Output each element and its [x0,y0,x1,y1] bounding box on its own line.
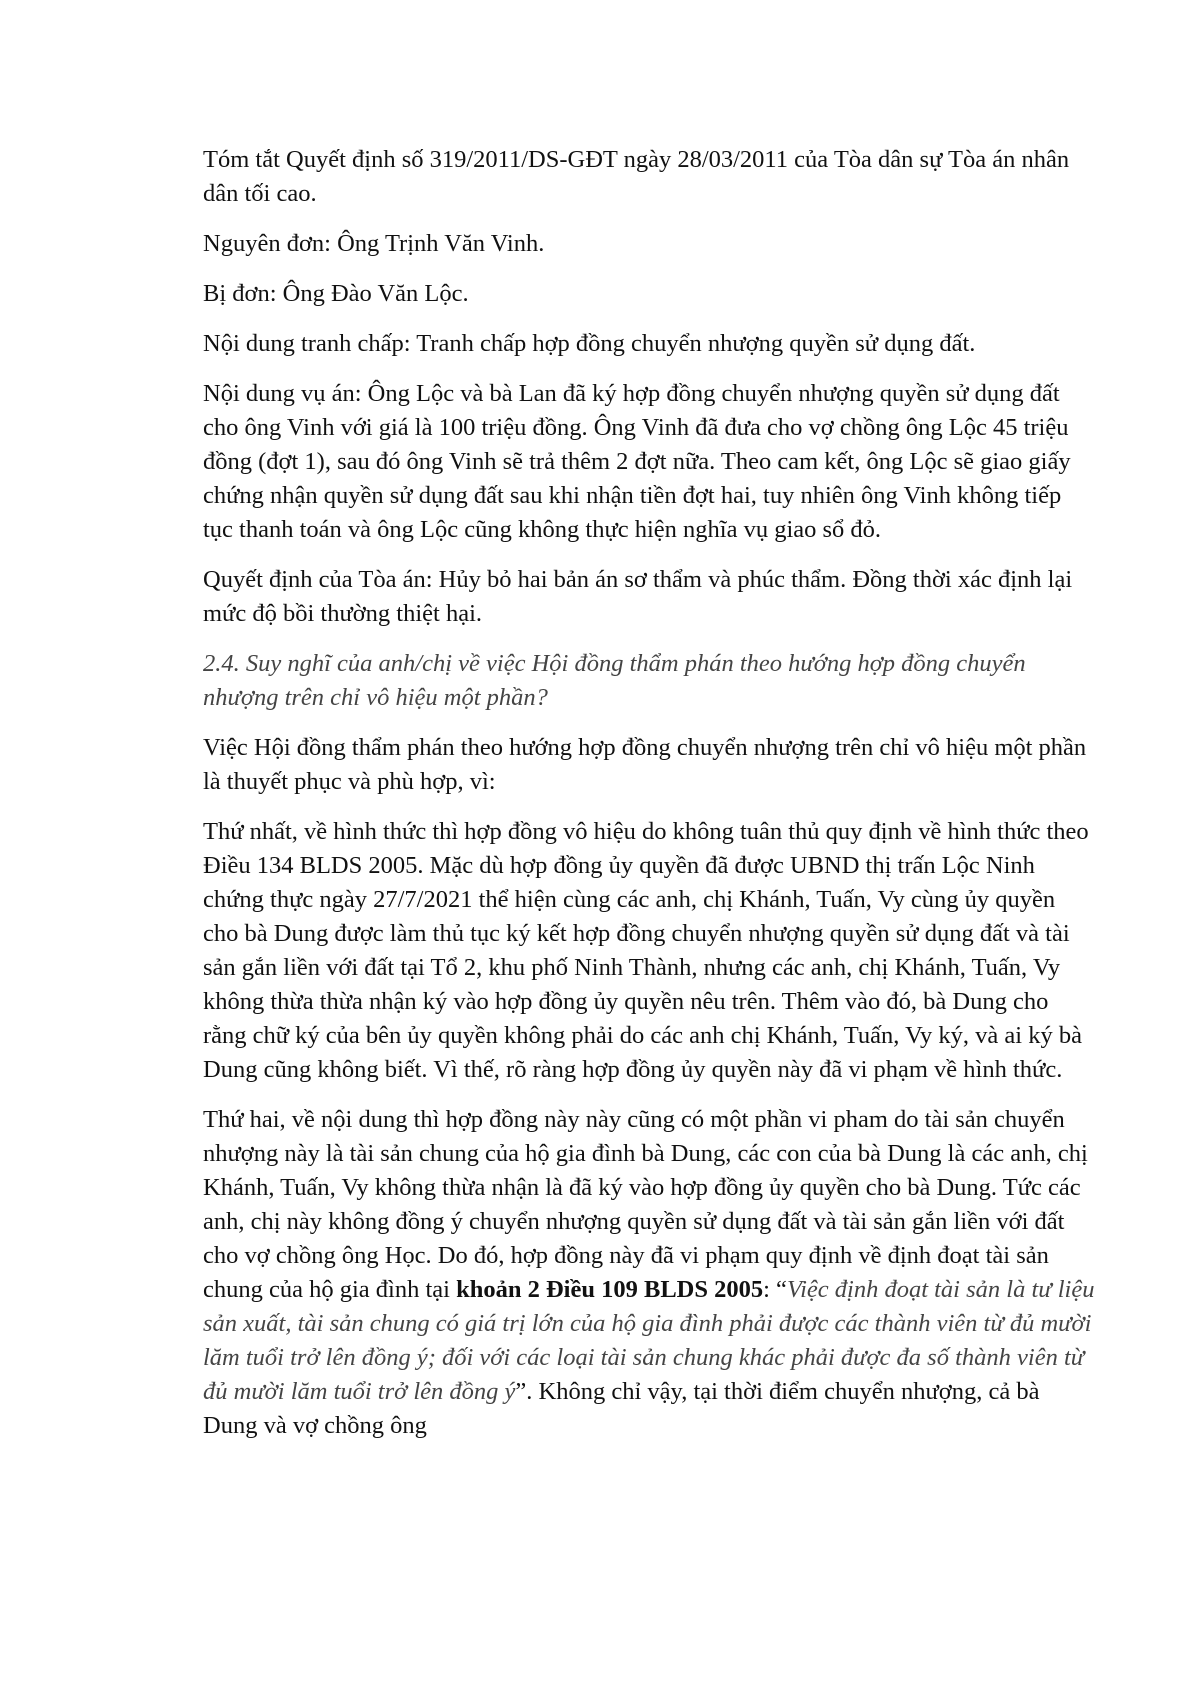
law-quote: Việc định đoạt tài sản là tư liệu sản xuất, tài sản chung có giá trị lớn của hộ gia đình phải được các thành viên từ đủ mười lăm tuổi trở lên đồng ý; đối với các loại tài sản chung khác phải được đa số thành viên từ đủ mười lăm tuổi trở lên đồng ý [203,1276,1095,1405]
law-reference: khoản 2 Điều 109 BLDS 2005 [456,1276,764,1303]
quote-open: : “ [763,1276,787,1303]
dispute-content: Nội dung tranh chấp: Tranh chấp hợp đồng chuyển nhượng quyền sử dụng đất. [203,330,976,357]
defendant-line: Bị đơn: Ông Đào Văn Lộc. [203,280,469,307]
question-heading: 2.4. Suy nghĩ của anh/chị về việc Hội đồng thẩm phán theo hướng hợp đồng chuyển nhượng trên chỉ vô hiệu một phần? [203,650,1026,711]
document-body [203,143,1095,1459]
second-point-continuation: ”. Không chỉ vậy, tại thời điểm chuyển nhượng, cả bà Dung và vợ chồng ông [203,1378,1040,1439]
answer-intro: Việc Hội đồng thẩm phán theo hướng hợp đồng chuyển nhượng trên chỉ vô hiệu một phần là thuyết phục và phù hợp, vì: [203,734,1087,795]
case-content: Nội dung vụ án: Ông Lộc và bà Lan đã ký hợp đồng chuyển nhượng quyền sử dụng đất cho ông Vinh với giá là 100 triệu đồng. Ông Vinh đã đưa cho vợ chồng ông Lộc 45 triệu đồng (đợt 1), sau đó ông Vinh sẽ trả thêm 2 đợt nữa. Theo cam kết, ông Lộc sẽ giao giấy chứng nhận quyền sử dụng đất sau khi nhận tiền đợt hai, tuy nhiên ông Vinh không tiếp tục thanh toán và ông Lộc cũng không thực hiện nghĩa vụ giao sổ đỏ. [203,380,1071,543]
summary-title: Tóm tắt Quyết định số 319/2011/DS-GĐT ngày 28/03/2011 của Tòa dân sự Tòa án nhân dân tối cao. [203,146,1070,207]
second-point-text: Thứ hai, về nội dung thì hợp đồng này này cũng có một phần vi pham do tài sản chuyển nhượng này là tài sản chung của hộ gia đình bà Dung, các con của bà Dung là các anh, chị Khánh, Tuấn, Vy không thừa nhận là đã ký vào hợp đồng ủy quyền cho bà Dung. Tức các anh, chị này không đồng ý chuyển nhượng quyền sử dụng đất và tài sản gắn liền với đất cho vợ chồng ông Học. Do đó, hợp đồng này đã vi phạm quy định về định đoạt tài sản chung của hộ gia đình tại [203,1106,1088,1303]
second-point [203,1103,1095,1443]
court-decision: Quyết định của Tòa án: Hủy bỏ hai bản án sơ thẩm và phúc thẩm. Đồng thời xác định lại mức độ bồi thường thiệt hại. [203,566,1073,627]
first-point: Thứ nhất, về hình thức thì hợp đồng vô hiệu do không tuân thủ quy định về hình thức theo Điều 134 BLDS 2005. Mặc dù hợp đồng ủy quyền đã được UBND thị trấn Lộc Ninh chứng thực ngày 27/7/2021 thể hiện cùng các anh, chị Khánh, Tuấn, Vy cùng ủy quyền cho bà Dung được làm thủ tục ký kết hợp đồng chuyển nhượng quyền sử dụng đất và tài sản gắn liền với đất tại Tổ 2, khu phố Ninh Thành, nhưng các anh, chị Khánh, Tuấn, Vy không thừa thừa nhận ký vào hợp đồng ủy quyền nêu trên. Thêm vào đó, bà Dung cho rằng chữ ký của bên ủy quyền không phải do các anh chị Khánh, Tuấn, Vy ký, và ai ký bà Dung cũng không biết. Vì thế, rõ ràng hợp đồng ủy quyền này đã vi phạm về hình thức. [203,818,1089,1083]
plaintiff-line: Nguyên đơn: Ông Trịnh Văn Vinh. [203,230,545,257]
